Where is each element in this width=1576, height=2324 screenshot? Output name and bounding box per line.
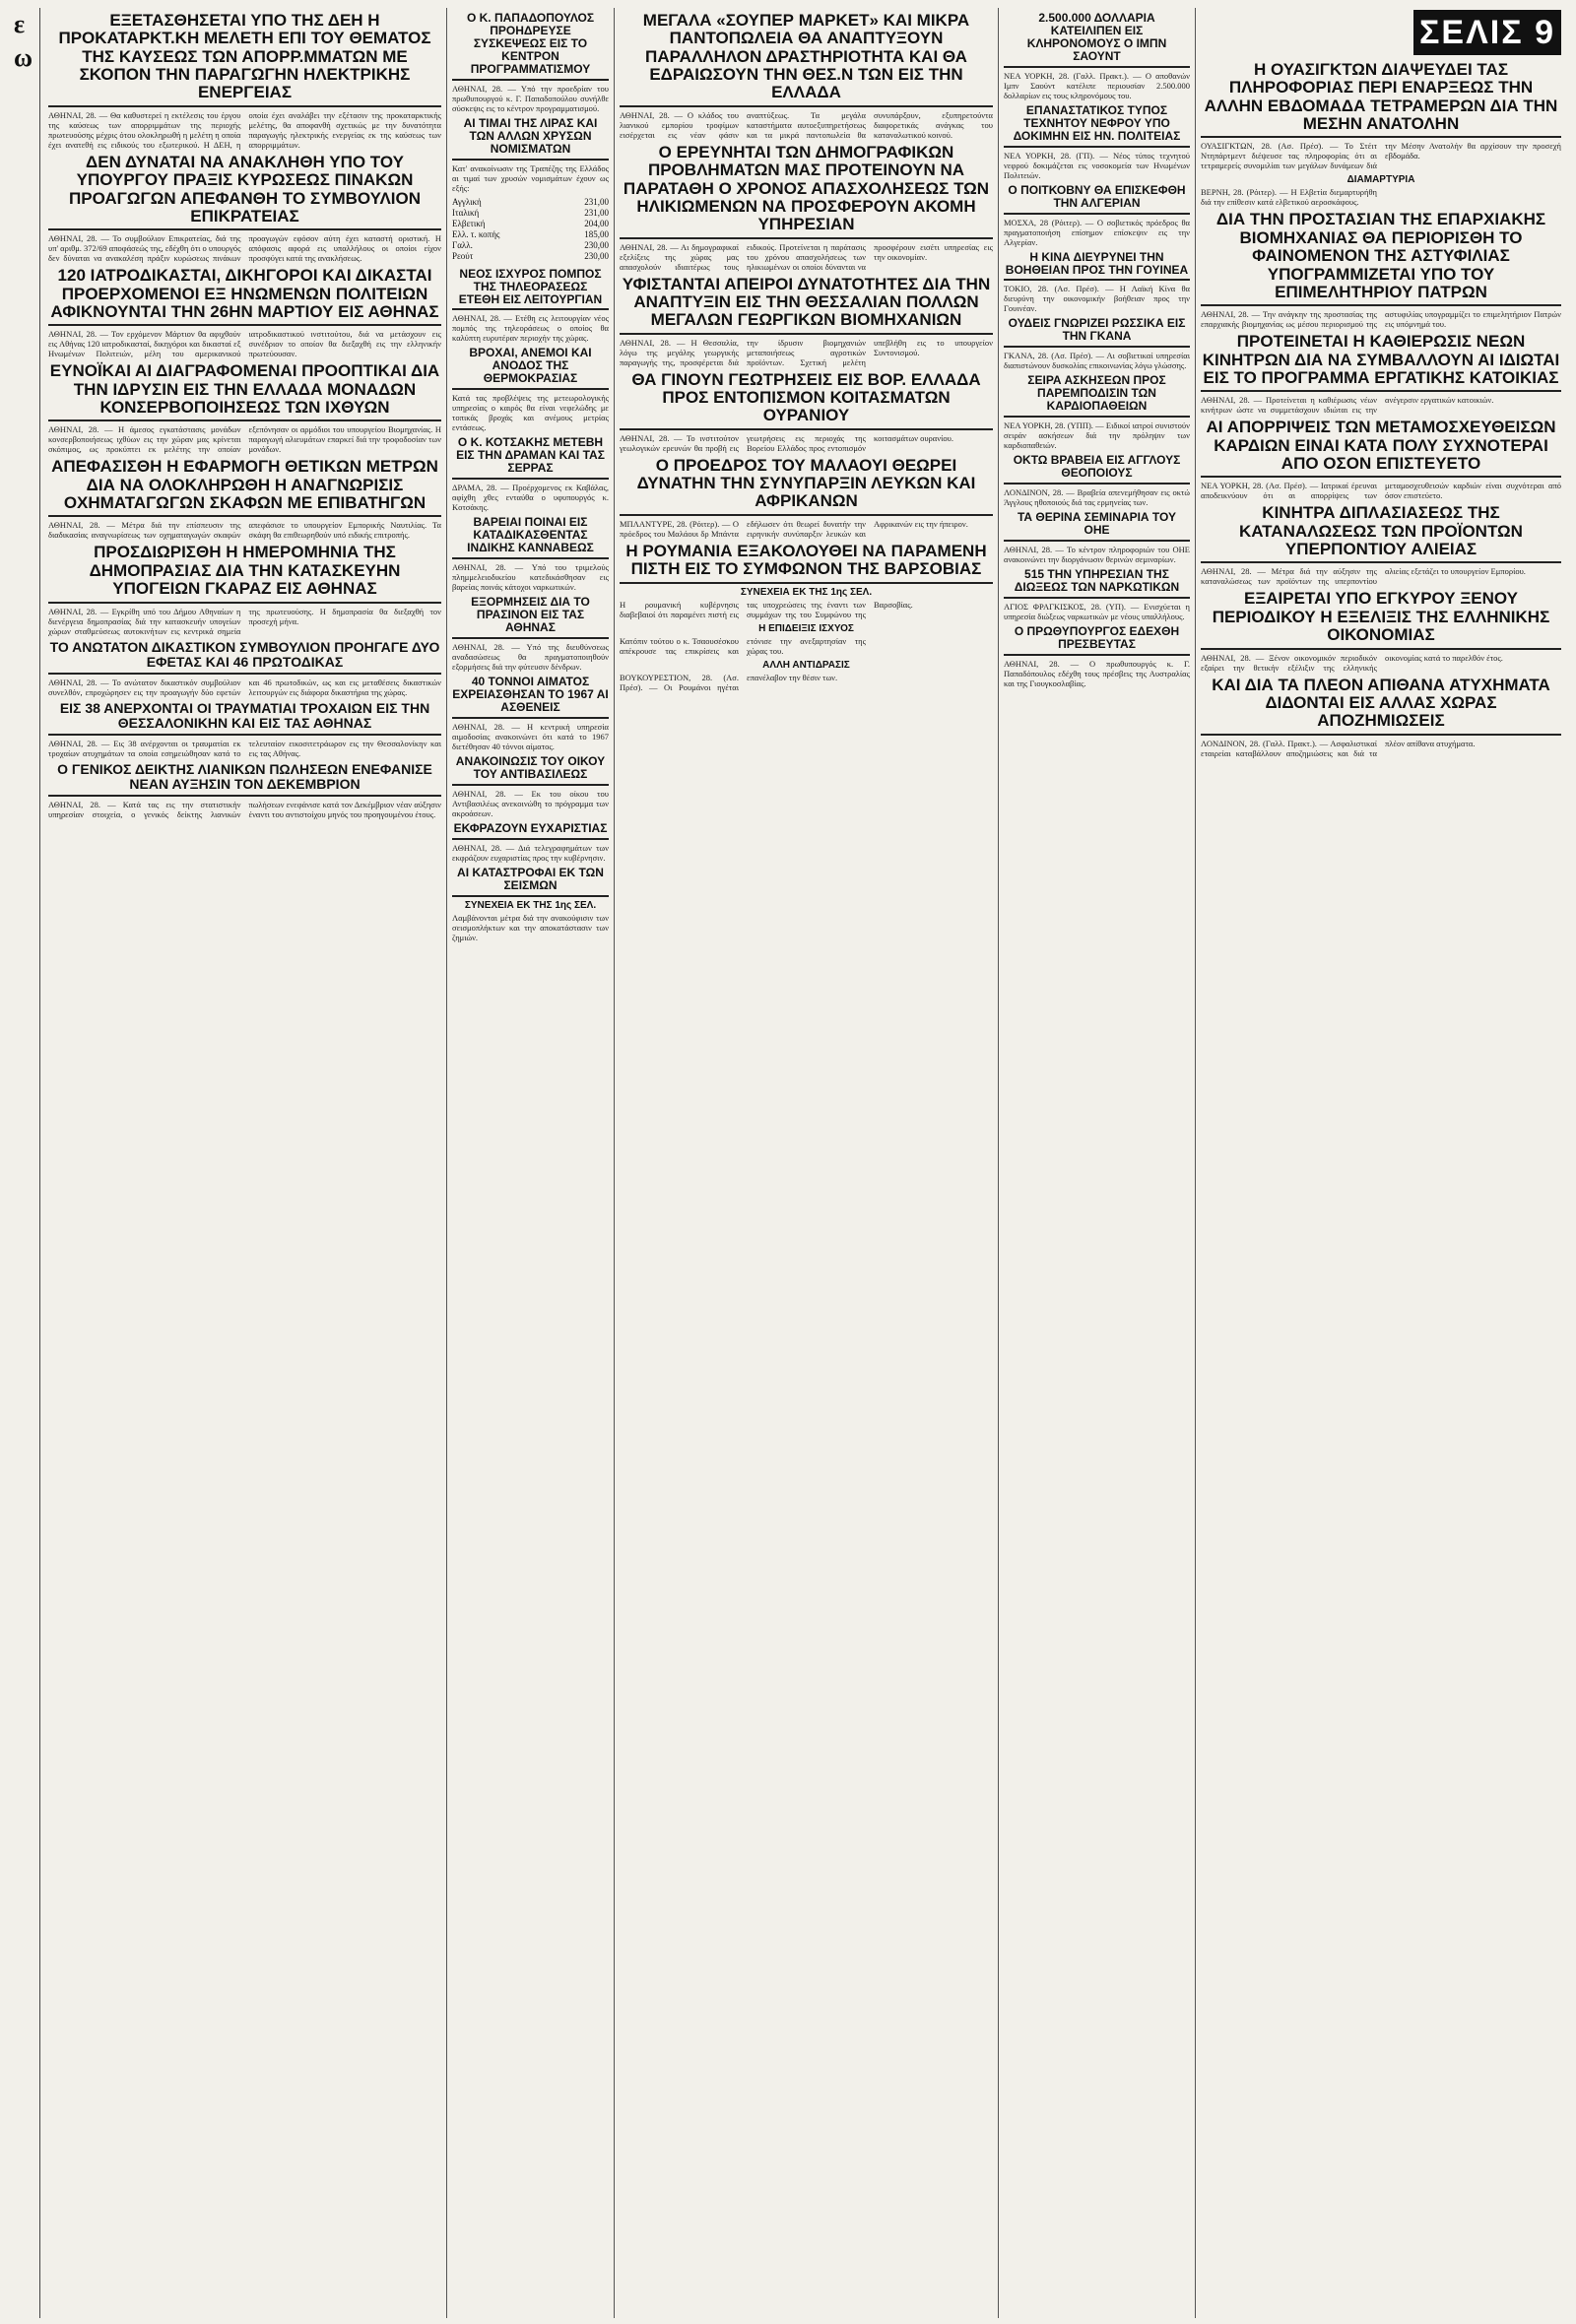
article-body: Η ρουμανική κυβέρνησις διαβεβαιοί ότι παραμένει πιστή εις τας υποχρεώσεις της έναντι των συμμάχων της του Συμφώνου της Βαρσοβίας.	[620, 599, 913, 619]
subheading: ΑΛΛΗ ΑΝΤΙΔΡΑΣΙΣ	[762, 659, 850, 671]
headline: ΑΙ ΤΙΜΑΙ ΤΗΣ ΛΙΡΑΣ ΚΑΙ ΤΩΝ ΑΛΛΩΝ ΧΡΥΣΩΝ ΝΟΜΙΣΜΑΤΩΝ	[452, 117, 609, 161]
headline: 2.500.000 ΔΟΛΛΑΡΙΑ ΚΑΤΕΙΛΙΠΕΝ ΕΙΣ ΚΛΗΡΟΝΟΜΟΥΣ Ο ΙΜΠΝ ΣΑΟΥΝΤ	[1004, 12, 1190, 68]
column-3	[615, 8, 999, 2318]
headline: ΕΥΝΟΪΚΑΙ ΑΙ ΔΙΑΓΡΑΦΟΜΕΝΑΙ ΠΡΟΟΠΤΙΚΑΙ ΔΙΑ ΤΗΝ ΙΔΡΥΣΙΝ ΕΙΣ ΤΗΝ ΕΛΛΑΔΑ ΜΟΝΑΔΩΝ ΚΟΝΣΕΡΒΟΠΟΙΗΣΕΩΣ ΤΩΝ ΙΧΘΥΩΝ	[48, 362, 441, 421]
gold-coin-rates	[452, 197, 609, 262]
article-body: ΑΘΗΝΑΙ, 28. — Προτείνεται η καθιέρωσις νέων κινήτρων ώστε να συμμετάσχουν ιδιώται εις την ανέγερσιν εργατικών κατοικιών.	[1201, 395, 1494, 416]
column-5	[1196, 8, 1566, 2318]
headline: ΣΕΙΡΑ ΑΣΚΗΣΕΩΝ ΠΡΟΣ ΠΑΡΕΜΠΟΔΙΣΙΝ ΤΩΝ ΚΑΡΔΙΟΠΑΘΕΙΩΝ	[1004, 374, 1190, 418]
subheading: ΔΙΑΜΑΡΤΥΡΙΑ	[1346, 174, 1415, 186]
article-body: ΒΕΡΝΗ, 28. (Ρόιτερ). — Η Ελβετία διεμαρτυρήθη διά την επίθεσιν κατά ελβετικού αεροσκάφους.	[1201, 187, 1377, 208]
article-body: ΜΟΣΧΑ, 28 (Ρόιτερ). — Ο σοβιετικός πρόεδρος θα πραγματοποιήση επίσημον επίσκεψιν εις την Αλγερίαν.	[1004, 217, 1190, 247]
headline: ΕΞΟΡΜΗΣΕΙΣ ΔΙΑ ΤΟ ΠΡΑΣΙΝΟΝ ΕΙΣ ΤΑΣ ΑΘΗΝΑΣ	[452, 596, 609, 639]
headline: ΥΦΙΣΤΑΝΤΑΙ ΑΠΕΙΡΟΙ ΔΥΝΑΤΟΤΗΤΕΣ ΔΙΑ ΤΗΝ ΑΝΑΠΤΥΞΙΝ ΕΙΣ ΤΗΝ ΘΕΣΣΑΛΙΑΝ ΠΟΛΛΩΝ ΜΕΓΑΛΩΝ ΓΕΩΡΓΙΚΩΝ ΒΙΟΜΗΧΑΝΙΩΝ	[620, 276, 993, 335]
headline: Ο ΠΟΙΤΚΟΒΝΥ ΘΑ ΕΠΙΣΚΕΦΘΗ ΤΗΝ ΑΛΓΕΡΙΑΝ	[1004, 184, 1190, 215]
headline: 40 ΤΟΝΝΟΙ ΑΙΜΑΤΟΣ ΕΧΡΕΙΑΣΘΗΣΑΝ ΤΟ 1967 ΑΙ ΑΣΘΕΝΕΙΣ	[452, 676, 609, 719]
headline: ΒΑΡΕΙΑΙ ΠΟΙΝΑΙ ΕΙΣ ΚΑΤΑΔΙΚΑΣΘΕΝΤΑΣ ΙΝΔΙΚΗΣ ΚΑΝΝΑΒΕΩΣ	[452, 516, 609, 559]
headline: ΤΟ ΑΝΩΤΑΤΟΝ ΔΙΚΑΣΤΙΚΟΝ ΣΥΜΒΟΥΛΙΟΝ ΠΡΟΗΓΑΓΕ ΔΥΟ ΕΦΕΤΑΣ ΚΑΙ 46 ΠΡΩΤΟΔΙΚΑΣ	[48, 640, 441, 675]
column-4	[999, 8, 1196, 2318]
article-body: ΑΘΗΝΑΙ, 28. — Το ανώτατον δικαστικόν συμβούλιον συνελθόν, επροχώρησεν εις την προαγωγήν δύο εφετών και 46 πρωτοδικών, ως και εις μεταθέσεις δικαστικών λειτουργών εις διάφορα δικαστήρια της χώρας.	[48, 677, 441, 697]
article-body: ΑΘΗΝΑΙ, 28. — Υπό της διευθύνσεως αναδασώσεως θα πραγματοποιηθούν εξορμήσεις διά την φύτευσιν δένδρων.	[452, 641, 609, 672]
article-body: ΑΘΗΝΑΙ, 28. — Η άμεσος εγκατάστασις μονάδων κονσερβοποιήσεως ιχθύων εις την χώραν μας κρίνεται σκόπιμος, ως προκύπτει εκ μελέτης την οποίαν εξεπόνησαν οι αρμόδιοι του υπουργείου Βιομηχανίας. Η παραγωγή αλιευμάτων επαρκεί διά την τροφοδοσίαν των μονάδων.	[48, 424, 441, 455]
subheading: Η ΕΠΙΔΕΙΞΙΣ ΙΣΧΥΟΣ	[758, 622, 854, 634]
article-body: ΤΟΚΙΟ, 28. (Ασ. Πρέσ). — Η Λαϊκή Κίνα θα διευρύνη την οικονομικήν βοήθειαν προς την Γουινέαν.	[1004, 284, 1190, 314]
article-body: ΑΘΗΝΑΙ, 28. — Ξένον οικονομικόν περιοδικόν εξαίρει την θετικήν εξέλιξιν της ελληνικής οικονομίας κατά το παρελθόν έτος.	[1201, 652, 1503, 673]
headline: ΕΙΣ 38 ΑΝΕΡΧΟΝΤΑΙ ΟΙ ΤΡΑΥΜΑΤΙΑΙ ΤΡΟΧΑΙΩΝ ΕΙΣ ΤΗΝ ΘΕΣΣΑΛΟΝΙΚΗΝ ΚΑΙ ΕΙΣ ΤΑΣ ΑΘΗΝΑΣ	[48, 701, 441, 736]
article-body: Κατ' ανακοίνωσιν της Τραπέζης της Ελλάδος αι τιμαί των χρυσών νομισμάτων έχουν ως εξής:	[452, 162, 609, 193]
headline: ΔΙΑ ΤΗΝ ΠΡΟΣΤΑΣΙΑΝ ΤΗΣ ΕΠΑΡΧΙΑΚΗΣ ΒΙΟΜΗΧΑΝΙΑΣ ΘΑ ΠΕΡΙΟΡΙΣΘΗ ΤΟ ΦΑΙΝΟΜΕΝΟΝ ΤΗΣ ΑΣΤΥΦΙΛΙΑΣ ΥΠΟΓΡΑΜΜΙΖΕΤΑΙ ΥΠΟ ΤΟΥ ΕΠΙΜΕΛΗΤΗΡΙΟΥ ΠΑΤΡΩΝ	[1201, 211, 1561, 306]
headline: Η ΟΥΑΣΙΓΚΤΩΝ ΔΙΑΨΕΥΔΕΙ ΤΑΣ ΠΛΗΡΟΦΟΡΙΑΣ ΠΕΡΙ ΕΝΑΡΞΕΩΣ ΤΗΝ ΑΛΛΗΝ ΕΒΔΟΜΑΔΑ ΤΕΤΡΑΜΕΡΩΝ ΔΙΑ ΤΗΝ ΜΕΣΗΝ ΑΝΑΤΟΛΗΝ	[1201, 61, 1561, 138]
headline: ΚΙΝΗΤΡΑ ΔΙΠΛΑΣΙΑΣΕΩΣ ΤΗΣ ΚΑΤΑΝΑΛΩΣΕΩΣ ΤΩΝ ΠΡΟΪΟΝΤΩΝ ΥΠΕΡΠΟΝΤΙΟΥ ΑΛΙΕΙΑΣ	[1201, 504, 1561, 563]
article-body: Λαμβάνονται μέτρα διά την ανακούφισιν των σεισμοπλήκτων και την αποκατάστασιν των ζημιών.	[452, 912, 609, 942]
article-body: ΝΕΑ ΥΟΡΚΗ, 28. (ΓΠ). — Νέος τύπος τεχνητού νεφρού δοκιμάζεται εις νοσοκομεία των Ηνωμένων Πολιτειών.	[1004, 150, 1190, 180]
headline: Ο ΠΡΩΘΥΠΟΥΡΓΟΣ ΕΔΕΧΘΗ ΠΡΕΣΒΕΥΤΑΣ	[1004, 625, 1190, 656]
headline: ΚΑΙ ΔΙΑ ΤΑ ΠΛΕΟΝ ΑΠΙΘΑΝΑ ΑΤΥΧΗΜΑΤΑ ΔΙΔΟΝΤΑΙ ΕΙΣ ΑΛΛΑΣ ΧΩΡΑΣ ΑΠΟΖΗΜΙΩΣΕΙΣ	[1201, 677, 1561, 736]
article-body: ΑΘΗΝΑΙ, 28. — Μέτρα διά την αύξησιν της καταναλώσεως των προϊόντων της υπερποντίου αλιείας εξετάζει το υπουργείον Εμπορίου.	[1201, 566, 1526, 587]
article-body: ΑΘΗΝΑΙ, 28. — Υπό του τριμελούς πλημμελειοδικείου κατεδικάσθησαν εις βαρείας ποινάς κάτοχοι ναρκωτικών.	[452, 562, 609, 593]
article-body: ΜΠΛΑΝΤΥΡΕ, 28. (Ρόιτερ). — Ο πρόεδρος του Μαλάουι δρ Μπάντα εδήλωσεν ότι θεωρεί δυνατήν την ειρηνικήν συνύπαρξιν λευκών και Αφρικανών εις την ήπειρον.	[620, 518, 968, 539]
article-body: ΑΘΗΝΑΙ, 28. — Εις 38 ανέρχονται οι τραυματίαι εκ τροχαίων ατυχημάτων τα οποία εσημειώθησαν κατά το τελευταίον εικοσιτετράωρον εις την Θεσσαλονίκην και εις τας Αθήνας.	[48, 738, 441, 758]
headline: ΟΥΔΕΙΣ ΓΝΩΡΙΖΕΙ ΡΩΣΣΙΚΑ ΕΙΣ ΤΗΝ ΓΚΑΝΑ	[1004, 317, 1190, 348]
article-body: ΑΘΗΝΑΙ, 28. — Τον ερχόμενον Μάρτιον θα αφιχθούν εις Αθήνας 120 ιατροδικασταί, δικηγόροι και δικασταί εξ Ηνωμένων Πολιτειών, μέλη του αμερικανικού ιατροδικαστικού ινστιτούτου, διά να μετάσχουν εις συνέδριον το οποίον θα διεξαχθή εις την ελληνικήν πρωτεύουσαν.	[48, 329, 441, 359]
headline: ΑΝΑΚΟΙΝΩΣΙΣ ΤΟΥ ΟΙΚΟΥ ΤΟΥ ΑΝΤΙΒΑΣΙΛΕΩΣ	[452, 755, 609, 786]
headline: ΠΡΟΣΔΙΩΡΙΣΘΗ Η ΗΜΕΡΟΜΗΝΙΑ ΤΗΣ ΔΗΜΟΠΡΑΣΙΑΣ ΔΙΑ ΤΗΝ ΚΑΤΑΣΚΕΥΗΝ ΥΠΟΓΕΙΩΝ ΓΚΑΡΑΖ ΕΙΣ ΑΘΗΝΑΣ	[48, 544, 441, 603]
headline: ΑΙ ΑΠΟΡΡΙΨΕΙΣ ΤΩΝ ΜΕΤΑΜΟΣΧΕΥΘΕΙΣΩΝ ΚΑΡΔΙΩΝ ΕΙΝΑΙ ΚΑΤΑ ΠΟΛΥ ΣΥΧΝΟΤΕΡΑΙ ΑΠΟ ΟΣΟΝ ΕΠΙΣΤΕΥΕΤΟ	[1201, 419, 1561, 478]
article-body: ΑΘΗΝΑΙ, 28. — Αι δημογραφικαί εξελίξεις της χώρας μας απασχολούν ιδιαιτέρως τους ειδικούς. Προτείνεται η παράτασις του χρόνου απασχολήσεως των ηλικιωμένων οι οποίοι δύνανται να προσφέρουν εισέτι υπηρεσίας εις την οικονομίαν.	[620, 241, 993, 272]
headline: ΑΠΕΦΑΣΙΣΘΗ Η ΕΦΑΡΜΟΓΗ ΘΕΤΙΚΩΝ ΜΕΤΡΩΝ ΔΙΑ ΝΑ ΟΛΟΚΛΗΡΩΘΗ Η ΑΝΑΓΝΩΡΙΣΙΣ ΟΧΗΜΑΤΑΓΩΓΩΝ ΣΚΑΦΩΝ ΜΕ ΕΠΙΒΑΤΗΓΩΝ	[48, 458, 441, 517]
article-body: ΒΟΥΚΟΥΡΕΣΤΙΟΝ, 28. (Ασ. Πρέσ). — Οι Ρουμάνοι ηγέται επανέλαβον την θέσιν των.	[620, 672, 838, 692]
article-body: ΑΘΗΝΑΙ, 28. — Υπό την προεδρίαν του πρωθυπουργού κ. Γ. Παπαδοπούλου συνήλθε σύσκεψις εις το κέντρον προγραμματισμού.	[452, 83, 609, 113]
headline: ΑΙ ΚΑΤΑΣΤΡΟΦΑΙ ΕΚ ΤΩΝ ΣΕΙΣΜΩΝ	[452, 867, 609, 897]
rate-row: Ελλ. τ. κοπής 185,00	[452, 228, 609, 239]
headline: Ο Κ. ΚΟΤΣΑΚΗΣ ΜΕΤΕΒΗ ΕΙΣ ΤΗΝ ΔΡΑΜΑΝ ΚΑΙ ΤΑΣ ΣΕΡΡΑΣ	[452, 436, 609, 480]
headline: Η ΡΟΥΜΑΝΙΑ ΕΞΑΚΟΛΟΥΘΕΙ ΝΑ ΠΑΡΑΜΕΝΗ ΠΙΣΤΗ ΕΙΣ ΤΟ ΣΥΜΦΩΝΟΝ ΤΗΣ ΒΑΡΣΟΒΙΑΣ	[620, 543, 993, 584]
headline: Ο ΠΡΟΕΔΡΟΣ ΤΟΥ ΜΑΛΑΟΥΙ ΘΕΩΡΕΙ ΔΥΝΑΤΗΝ ΤΗΝ ΣΥΝΥΠΑΡΞΙΝ ΛΕΥΚΩΝ ΚΑΙ ΑΦΡΙΚΑΝΩΝ	[620, 457, 993, 516]
rate-row: Αγγλική 231,00	[452, 196, 609, 207]
article-body: ΑΘΗΝΑΙ, 28. — Διά τελεγραφημάτων των εκφράζουν ευχαριστίας προς την κυβέρνησιν.	[452, 842, 609, 863]
article-body: ΑΓΙΟΣ ΦΡΑΓΚΙΣΚΟΣ, 28. (ΥΠ). — Ενισχύεται η υπηρεσία διώξεως ναρκωτικών με νέους υπαλλήλους.	[1004, 601, 1190, 621]
article-body: ΑΘΗΝΑΙ, 28. — Ο πρωθυπουργός κ. Γ. Παπαδόπουλος εδέχθη τους πρέσβεις της Αυστραλίας και της Γιουγκοσλαβίας.	[1004, 658, 1190, 688]
rate-row: Γαλλ. 230,00	[452, 239, 609, 250]
article-body: ΑΘΗΝΑΙ, 28. — Την ανάγκην της προστασίας της επαρχιακής βιομηχανίας ως μέσου περιορισμού της αστυφιλίας υπογραμμίζει το επιμελητήριον Πατρών εις υπόμνημά του.	[1201, 309, 1561, 330]
rate-row: Ιταλική 231,00	[452, 207, 609, 218]
headline: ΝΕΟΣ ΙΣΧΥΡΟΣ ΠΟΜΠΟΣ ΤΗΣ ΤΗΛΕΟΡΑΣΕΩΣ ΕΤΕΘΗ ΕΙΣ ΛΕΙΤΟΥΡΓΙΑΝ	[452, 268, 609, 311]
headline: ΜΕΓΑΛΑ «ΣΟΥΠΕΡ ΜΑΡΚΕΤ» ΚΑΙ ΜΙΚΡΑ ΠΑΝΤΟΠΩΛΕΙΑ ΘΑ ΑΝΑΠΤΥΞΟΥΝ ΠΑΡΑΛΛΗΛΟΝ ΔΡΑΣΤΗΡΙΟΤΗΤΑ ΚΑΙ ΘΑ ΕΔΡΑΙΩΣΟΥΝ ΤΗΝ ΘΕΣ.Ν ΤΩΝ ΕΙΣ ΤΗΝ ΕΛΛΑΔΑ	[620, 12, 993, 107]
page-number-masthead: ΣΕΛΙΣ 9	[1413, 10, 1561, 55]
article-body: ΛΟΝΔΙΝΟΝ, 28. (Γαλλ. Πρακτ.). — Ασφαλιστικαί εταιρείαι καταβάλλουν αποζημιώσεις και διά τα πλέον απίθανα ατυχήματα.	[1201, 738, 1476, 758]
headline: 515 ΤΗΝ ΥΠΗΡΕΣΙΑΝ ΤΗΣ ΔΙΩΞΕΩΣ ΤΩΝ ΝΑΡΚΩΤΙΚΩΝ	[1004, 568, 1190, 599]
headline: ΕΞΕΤΑΣΘΗΣΕΤΑΙ ΥΠΟ ΤΗΣ ΔΕΗ Η ΠΡΟΚΑΤΑΡΚΤ.ΚΗ ΜΕΛΕΤΗ ΕΠΙ ΤΟΥ ΘΕΜΑΤΟΣ ΤΗΣ ΚΑΥΣΕΩΣ ΤΩΝ ΑΠΟΡΡ.ΜΜΑΤΩΝ ΜΕ ΣΚΟΠΟΝ ΤΗΝ ΠΑΡΑΓΩΓΗΝ ΗΛΕΚΤΡΙΚΗΣ ΕΝΕΡΓΕΙΑΣ	[48, 12, 441, 107]
article-body: ΝΕΑ ΥΟΡΚΗ, 28. (Ασ. Πρέσ). — Ιατρικαί έρευναι αποδεικνύουν ότι αι απορρίψεις των μεταμοσχευθεισών καρδιών είναι συχνότεραι από όσον επιστεύετο.	[1201, 481, 1561, 501]
subheading: ΣΥΝΕΧΕΙΑ ΕΚ ΤΗΣ 1ης ΣΕΛ.	[740, 586, 873, 598]
rate-row: Ελβετική 204,00	[452, 218, 609, 228]
article-body: ΑΘΗΝΑΙ, 28. — Η Θεσσαλία, λόγω της μεγάλης γεωργικής παραγωγής της, προσφέρεται διά την ίδρυσιν βιομηχανιών μεταποιήσεως αγροτικών προϊόντων. Σχετική μελέτη υπεβλήθη εις το υπουργείον Συντονισμού.	[620, 337, 993, 367]
article-body: Κατά τας προβλέψεις της μετεωρολογικής υπηρεσίας ο καιρός θα είναι νεφελώδης με τοπικάς βροχάς και ανέμους μετρίας εντάσεως.	[452, 393, 609, 433]
article-body: Κατόπιν τούτου ο κ. Τσαουσέσκου απέκρουσε τας επικρίσεις και ετόνισε την ανεξαρτησίαν της χώρας του.	[620, 635, 866, 656]
headline: ΘΑ ΓΙΝΟΥΝ ΓΕΩΤΡΗΣΕΙΣ ΕΙΣ ΒΟΡ. ΕΛΛΑΔΑ ΠΡΟΣ ΕΝΤΟΠΙΣΜΟΝ ΚΟΙΤΑΣΜΑΤΩΝ ΟΥΡΑΝΙΟΥ	[620, 371, 993, 430]
article-body: ΑΘΗΝΑΙ, 28. — Εγκρίθη υπό του Δήμου Αθηναίων η διενέργεια δημοπρασίας διά την κατασκευήν υπογείων χώρων σταθμεύσεως αυτοκινήτων εις κεντρικά σημεία της πρωτευούσης. Η δημοπρασία θα διεξαχθή τον προσεχή μήνα.	[48, 606, 441, 636]
subheading: ΣΥΝΕΧΕΙΑ ΕΚ ΤΗΣ 1ης ΣΕΛ.	[464, 899, 597, 911]
headline: ΠΡΟΤΕΙΝΕΤΑΙ Η ΚΑΘΙΕΡΩΣΙΣ ΝΕΩΝ ΚΙΝΗΤΡΩΝ ΔΙΑ ΝΑ ΣΥΜΒΑΛΛΟΥΝ ΑΙ ΙΔΙΩΤΑΙ ΕΙΣ ΤΟ ΠΡΟΓΡΑΜΜΑ ΕΡΓΑΤΙΚΗΣ ΚΑΤΟΙΚΙΑΣ	[1201, 333, 1561, 392]
adjacent-page-edge: ε ω	[14, 8, 40, 2318]
headline: ΕΞΑΙΡΕΤΑΙ ΥΠΟ ΕΓΚΥΡΟΥ ΞΕΝΟΥ ΠΕΡΙΟΔΙΚΟΥ Η ΕΞΕΛΙΞΙΣ ΤΗΣ ΕΛΛΗΝΙΚΗΣ ΟΙΚΟΝΟΜΙΑΣ	[1201, 590, 1561, 649]
headline: ΟΚΤΩ ΒΡΑΒΕΙΑ ΕΙΣ ΑΓΓΛΟΥΣ ΘΕΟΠΟΙΟΥΣ	[1004, 454, 1190, 484]
article-body: ΑΘΗΝΑΙ, 28. — Εκ του οίκου του Αντιβασιλέως ανεκοινώθη το πρόγραμμα των ακροάσεων.	[452, 788, 609, 818]
article-body: ΔΡΑΜΑ, 28. — Προέρχομενος εκ Καβάλας, αφίχθη χθες ενταύθα ο υφυπουργός κ. Κοτσάκης.	[452, 483, 609, 513]
article-body: ΑΘΗΝΑΙ, 28. — Μέτρα διά την επίσπευσιν της διαδικασίας αναγνωρίσεως των οχηματαγωγών σκαφών απεφάσισε το υπουργείον Εμπορικής Ναυτιλίας. Τα σκάφη θα επιθεωρηθούν υπό ειδικής επιτροπής.	[48, 520, 441, 541]
column-2	[447, 8, 615, 2318]
headline: ΕΠΑΝΑΣΤΑΤΙΚΟΣ ΤΥΠΟΣ ΤΕΧΝΗΤΟΥ ΝΕΦΡΟΥ ΥΠΟ ΔΟΚΙΜΗΝ ΕΙΣ ΗΝ. ΠΟΛΙΤΕΙΑΣ	[1004, 104, 1190, 148]
article-body: ΑΘΗΝΑΙ, 28. — Κατά τας εις την στατιστικήν υπηρεσίαν στοιχεία, ο γενικός δείκτης λιανικών πωλήσεων ενεφάνισε κατά τον Δεκέμβριον νέαν αύξησιν έναντι του αντιστοίχου μηνός του προηγουμένου έτους.	[48, 800, 441, 820]
article-body: ΑΘΗΝΑΙ, 28. — Θα καθυστερεί η εκτέλεσις του έργου της καύσεως των απορριμμάτων της περιοχής πρωτευούσης μέχρις ότου ολοκληρωθή η μελέτη η οποία έχει ανατεθή εις ειδικούς του εξωτερικού. Η ΔΕΗ, η οποία έχει αναλάβει την εξέτασιν της προκαταρκτικής μελέτης, θα αποφανθή σχετικώς με την δυνατότητα παραγωγής ηλεκτρικής ενεργείας εκ της καύσεως των απορριμμάτων.	[48, 109, 441, 150]
article-body: ΓΚΑΝΑ, 28. (Ασ. Πρέσ). — Αι σοβιετικαί υπηρεσίαι διαπιστώνουν δυσκολίας επικοινωνίας λόγω γλώσσης.	[1004, 351, 1190, 371]
article-body: ΝΕΑ ΥΟΡΚΗ, 28. (Γαλλ. Πρακτ.). — Ο αποθανών Ιμπν Σαούντ κατέλιπε περιουσίαν 2.500.000 δολλαρίων εις τους κληρονόμους του.	[1004, 70, 1190, 100]
article-body: ΑΘΗΝΑΙ, 28. — Ετέθη εις λειτουργίαν νέος πομπός της τηλεοράσεως ο οποίος θα καλύπτη ευρυτέραν περιοχήν της χώρας.	[452, 313, 609, 344]
article-body: ΑΘΗΝΑΙ, 28. — Το συμβούλιον Επικρατείας, διά της υπ' αριθμ. 372/69 αποφάσεώς της, εδέχθη ότι ο υπουργός δεν δύναται να ανακαλέση πράξιν κυρώσεως πινάκων προαγωγών εφόσον αύτη έχει καταστή οριστική. Η απόφασις αφορά εις υπαλλήλους οι οποίοι είχον προσφύγει κατά της ανακλήσεως.	[48, 233, 441, 264]
headline: ΔΕΝ ΔΥΝΑΤΑΙ ΝΑ ΑΝΑΚΛΗΘΗ ΥΠΟ ΤΟΥ ΥΠΟΥΡΓΟΥ ΠΡΑΞΙΣ ΚΥΡΩΣΕΩΣ ΠΙΝΑΚΩΝ ΠΡΟΑΓΩΓΩΝ ΑΠΕΦΑΝΘΗ ΤΟ ΣΥΜΒΟΥΛΙΟΝ ΕΠΙΚΡΑΤΕΙΑΣ	[48, 154, 441, 230]
article-body: ΑΘΗΝΑΙ, 28. — Το ινστιτούτον γεωλογικών ερευνών θα προβή εις γεωτρήσεις εις περιοχάς της Βορείου Ελλάδος προς εντοπισμόν κοιτασμάτων ουρανίου.	[620, 432, 953, 453]
headline: 120 ΙΑΤΡΟΔΙΚΑΣΤΑΙ, ΔΙΚΗΓΟΡΟΙ ΚΑΙ ΔΙΚΑΣΤΑΙ ΠΡΟΕΡΧΟΜΕΝΟΙ ΕΞ ΗΝΩΜΕΝΩΝ ΠΟΛΙΤΕΙΩΝ ΑΦΙΚΝΟΥΝΤΑΙ ΤΗΝ 26ΗΝ ΜΑΡΤΙΟΥ ΕΙΣ ΑΘΗΝΑΣ	[48, 267, 441, 326]
rate-row: Ρεούτ 230,00	[452, 250, 609, 261]
headline: ΒΡΟΧΑΙ, ΑΝΕΜΟΙ ΚΑΙ ΑΝΟΔΟΣ ΤΗΣ ΘΕΡΜΟΚΡΑΣΙΑΣ	[452, 347, 609, 390]
column-1	[43, 8, 447, 2318]
article-body: ΟΥΑΣΙΓΚΤΩΝ, 28. (Ασ. Πρέσ). — Το Στέιτ Ντηπάρτμεντ διέψευσε τας πληροφορίας ότι αι τετραμερείς συνομιλίαι των μεγάλων δυνάμεων διά την Μέσην Ανατολήν θα αρχίσουν την προσεχή εβδομάδα.	[1201, 141, 1561, 171]
article-body: ΑΘΗΝΑΙ, 28. — Η κεντρική υπηρεσία αιμοδοσίας ανακοινώνει ότι κατά το 1967 διετέθησαν 40 τόννοι αίματος.	[452, 721, 609, 751]
article-body: ΛΟΝΔΙΝΟΝ, 28. — Βραβεία απενεμήθησαν εις οκτώ Άγγλους ηθοποιούς διά τας ερμηνείας των.	[1004, 487, 1190, 508]
headline: Ο ΓΕΝΙΚΟΣ ΔΕΙΚΤΗΣ ΛΙΑΝΙΚΩΝ ΠΩΛΗΣΕΩΝ ΕΝΕΦΑΝΙΣΕ ΝΕΑΝ ΑΥΞΗΣΙΝ ΤΟΝ ΔΕΚΕΜΒΡΙΟΝ	[48, 762, 441, 797]
headline: Ο ΕΡΕΥΝΗΤΑΙ ΤΩΝ ΔΗΜΟΓΡΑΦΙΚΩΝ ΠΡΟΒΛΗΜΑΤΩΝ ΜΑΣ ΠΡΟΤΕΙΝΟΥΝ ΝΑ ΠΑΡΑΤΑΘΗ Ο ΧΡΟΝΟΣ ΑΠΑΣΧΟΛΗΣΕΩΣ ΤΩΝ ΗΛΙΚΙΩΜΕΝΩΝ ΝΑ ΠΡΟΣΦΕΡΟΥΝ ΑΚΟΜΗ ΥΠΗΡΕΣΙΑΝ	[620, 144, 993, 239]
article-body: ΑΘΗΝΑΙ, 28. — Το κέντρον πληροφοριών του ΟΗΕ ανακοινώνει την διοργάνωσιν θερινών σεμιναρίων.	[1004, 545, 1190, 565]
newspaper-page	[14, 8, 1566, 2318]
headline: ΕΚΦΡΑΖΟΥΝ ΕΥΧΑΡΙΣΤΙΑΣ	[452, 822, 609, 840]
article-body: ΑΘΗΝΑΙ, 28. — Ο κλάδος του λιανικού εμπορίου τροφίμων εισέρχεται εις νέαν φάσιν αναπτύξεως. Τα μεγάλα καταστήματα αυτοεξυπηρετήσεως και τα μικρά παντοπωλεία θα συνυπάρξουν, εξυπηρετούντα διαφορετικάς ανάγκας του καταναλωτικού κοινού.	[620, 109, 993, 140]
headline: ΤΑ ΘΕΡΙΝΑ ΣΕΜΙΝΑΡΙΑ ΤΟΥ ΟΗΕ	[1004, 511, 1190, 542]
headline: Ο Κ. ΠΑΠΑΔΟΠΟΥΛΟΣ ΠΡΟΗΔΡΕΥΣΕ ΣΥΣΚΕΨΕΩΣ ΕΙΣ ΤΟ ΚΕΝΤΡΟΝ ΠΡΟΓΡΑΜΜΑΤΙΣΜΟΥ	[452, 12, 609, 81]
headline: Η ΚΙΝΑ ΔΙΕΥΡΥΝΕΙ ΤΗΝ ΒΟΗΘΕΙΑΝ ΠΡΟΣ ΤΗΝ ΓΟΥΙΝΕΑ	[1004, 251, 1190, 282]
article-body: ΝΕΑ ΥΟΡΚΗ, 28. (ΥΠΠ). — Ειδικοί ιατροί συνιστούν σειράν ασκήσεων διά την πρόληψιν των καρδιοπαθειών.	[1004, 420, 1190, 451]
